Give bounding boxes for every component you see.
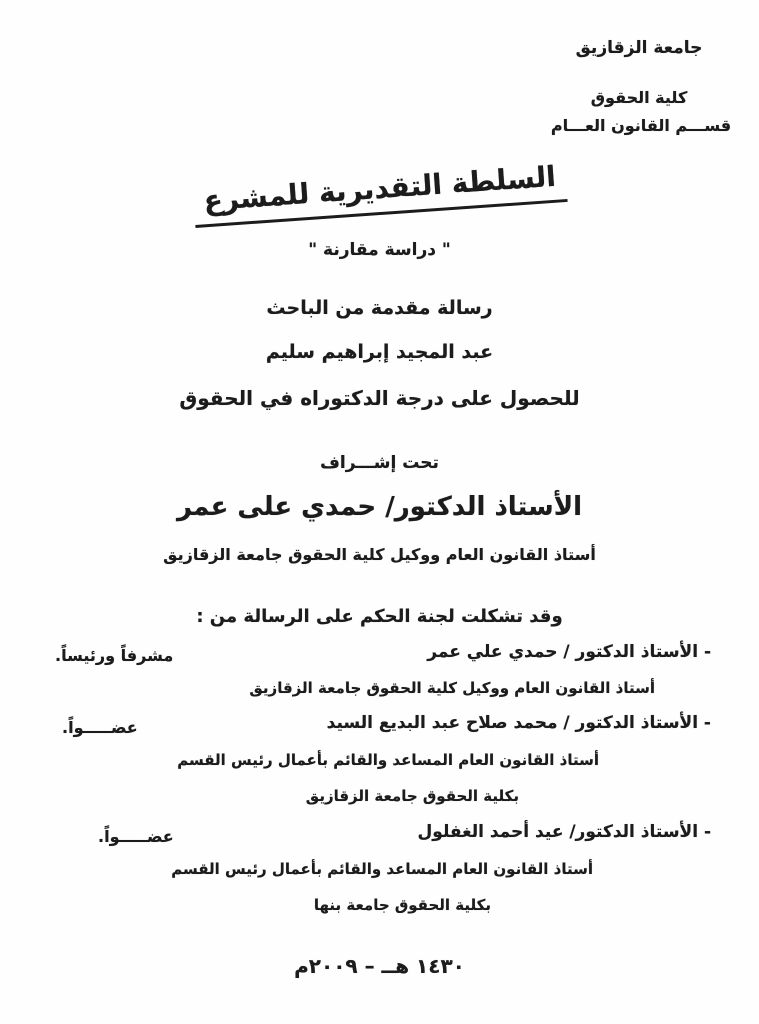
committee-member-title: أستاذ القانون العام المساعد والقائم بأعمال رئيس القسم xyxy=(171,860,593,878)
hijri-gregorian-date: ١٤٣٠ هــ – ٢٠٠٩م xyxy=(294,954,465,978)
committee-member-name: - الأستاذ الدكتور / محمد صلاح عبد البديع السيد xyxy=(326,713,711,733)
committee-member-role: عضـــــواً. xyxy=(98,827,174,846)
thesis-subtitle: " دراسة مقارنة " xyxy=(308,240,451,260)
committee-member-name: - الأستاذ الدكتور/ عيد أحمد الغفلول xyxy=(417,822,711,842)
university-name: جامعة الزقازيق xyxy=(575,38,703,58)
committee-member-name: - الأستاذ الدكتور / حمدي علي عمر xyxy=(427,642,711,662)
presented-by-line: رسالة مقدمة من الباحث xyxy=(266,297,493,319)
thesis-title: السلطة التقديرية للمشرع xyxy=(192,159,567,228)
committee-member-role: مشرفاً ورئيساً. xyxy=(55,646,174,665)
committee-member-title: بكلية الحقوق جامعة بنها xyxy=(313,896,491,914)
supervisor-title: أستاذ القانون العام ووكيل كلية الحقوق جامعة الزقازيق xyxy=(163,545,596,564)
author-name: عبد المجيد إبراهيم سليم xyxy=(265,341,494,363)
degree-line: للحصول على درجة الدكتوراه في الحقوق xyxy=(179,386,580,410)
department-name: قســـم القانون العـــام xyxy=(550,116,732,135)
committee-member-title: أستاذ القانون العام ووكيل كلية الحقوق جامعة الزقازيق xyxy=(249,679,655,697)
committee-heading: وقد تشكلت لجنة الحكم على الرسالة من : xyxy=(196,606,563,627)
committee-member-title: أستاذ القانون العام المساعد والقائم بأعمال رئيس القسم xyxy=(177,751,599,769)
supervisor-name: الأستاذ الدكتور/ حمدي على عمر xyxy=(176,492,583,522)
committee-member-role: عضـــــواً. xyxy=(62,718,138,737)
faculty-name: كلية الحقوق xyxy=(590,88,688,107)
committee-member-title: بكلية الحقوق جامعة الزقازيق xyxy=(305,787,519,805)
supervision-heading: تحت إشـــراف xyxy=(320,453,439,473)
